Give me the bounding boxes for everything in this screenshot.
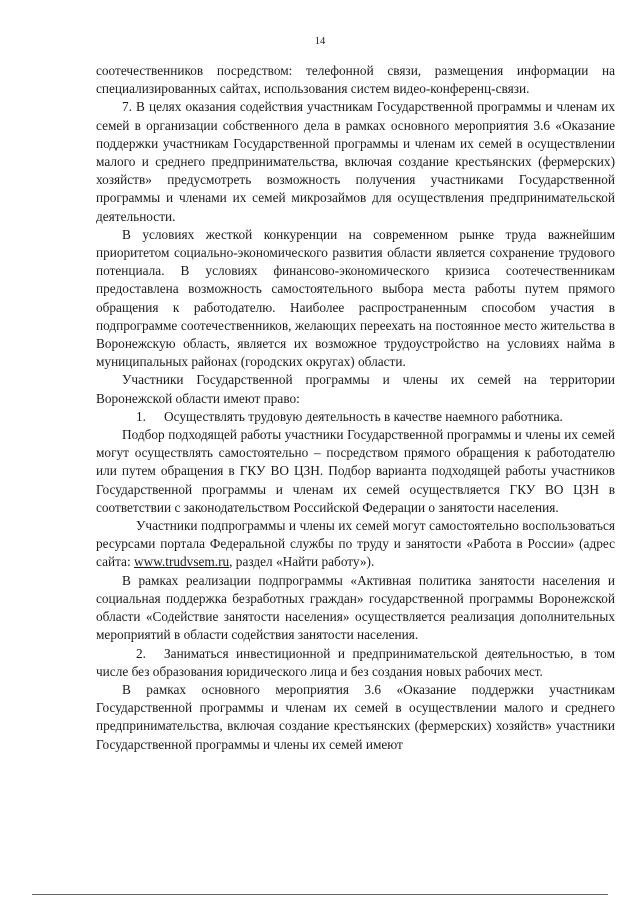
- paragraph-job-search: Подбор подходящей работы участники Государственной программы и члены их семей могут осуществлять самостоятельно – посредством прямого обращения к работодателю или путем обращения в ГКУ ВО ЦЗН. Подбор варианта подходящей работы участников Государственной программы и членам их семей осуществляется ГКУ ВО ЦЗН в соответствии с законодательством Российской Федерации о занятости населения.: [96, 427, 615, 515]
- list-item-1: [96, 408, 615, 426]
- portal-link[interactable]: www.trudvsem.ru: [133, 554, 230, 570]
- paragraph-item-7: 7. В целях оказания содействия участникам Государственной программы и членам их семей в организации собственного дела в рамках основного мероприятия 3.6 «Оказание поддержки участникам Государственной программы и членам их семей в осуществлении малого и среднего предпринимательства, включая создание крестьянских (фермерских) хозяйств» предусмотреть возможность получения участниками Государственной программы и членами их семей микрозаймов для осуществления предпринимательской деятельности.: [96, 99, 615, 224]
- page-number: 14: [314, 36, 326, 47]
- list-text-2: Заниматься инвестиционной и предпринимательской деятельностью, в том числе без образования юридического лица и без создания новых рабочих мест.: [96, 645, 615, 679]
- list-item-2: [96, 645, 615, 681]
- paragraph-subprogram: В рамках реализации подпрограммы «Активная политика занятости населения и социальная поддержка безработных граждан» государственной программы Воронежской области «Содействие занятости населения» осуществляется реализация дополнительных мероприятий в области содействия занятости населения.: [96, 572, 615, 643]
- list-number-2: 2.: [136, 645, 146, 661]
- list-number-1: 1.: [136, 408, 146, 424]
- paragraph-rights-intro: Участники Государственной программы и члены их семей на территории Воронежской области имеют право:: [96, 372, 615, 406]
- list-text-1: Осуществлять трудовую деятельность в качестве наемного работника.: [164, 408, 563, 424]
- paragraph-continuation: соотечественников посредством: телефонной связи, размещения информации на специализированных сайтах, использования систем видео-конференц-связи.: [96, 63, 615, 97]
- document-body: [96, 62, 615, 754]
- paragraph-measure-3-6: В рамках основного мероприятия 3.6 «Оказание поддержки участникам Государственной программы и членам их семей в осуществлении малого и среднего предпринимательства, включая создание крестьянских (фермерских) хозяйств» участники Государственной программы и члены их семей имеют: [96, 681, 615, 752]
- portal-text-before: Участники подпрограммы и члены их семей могут самостоятельно воспользоваться ресурсами портала Федеральной службы по труду и занятости «Работа в России» (адрес сайта:: [96, 518, 615, 570]
- portal-text-after: , раздел «Найти работу»).: [229, 554, 375, 570]
- paragraph-labor-market: В условиях жесткой конкуренции на современном рынке труда важнейшим приоритетом социально-экономического развития области является сохранение трудового потенциала. В условиях финансово-экономического кризиса соотечественникам предоставлена возможность самостоятельного выбора места работы путем прямого обращения к работодателю. Наиболее распространенным способом участия в подпрограмме соотечественников, желающих переехать на постоянное место жительства в Воронежскую область, является их возможное трудоустройство на условиях найма в муниципальных районах (городских округах) области.: [96, 226, 615, 370]
- bottom-rule: [32, 894, 608, 895]
- paragraph-portal: [96, 517, 615, 572]
